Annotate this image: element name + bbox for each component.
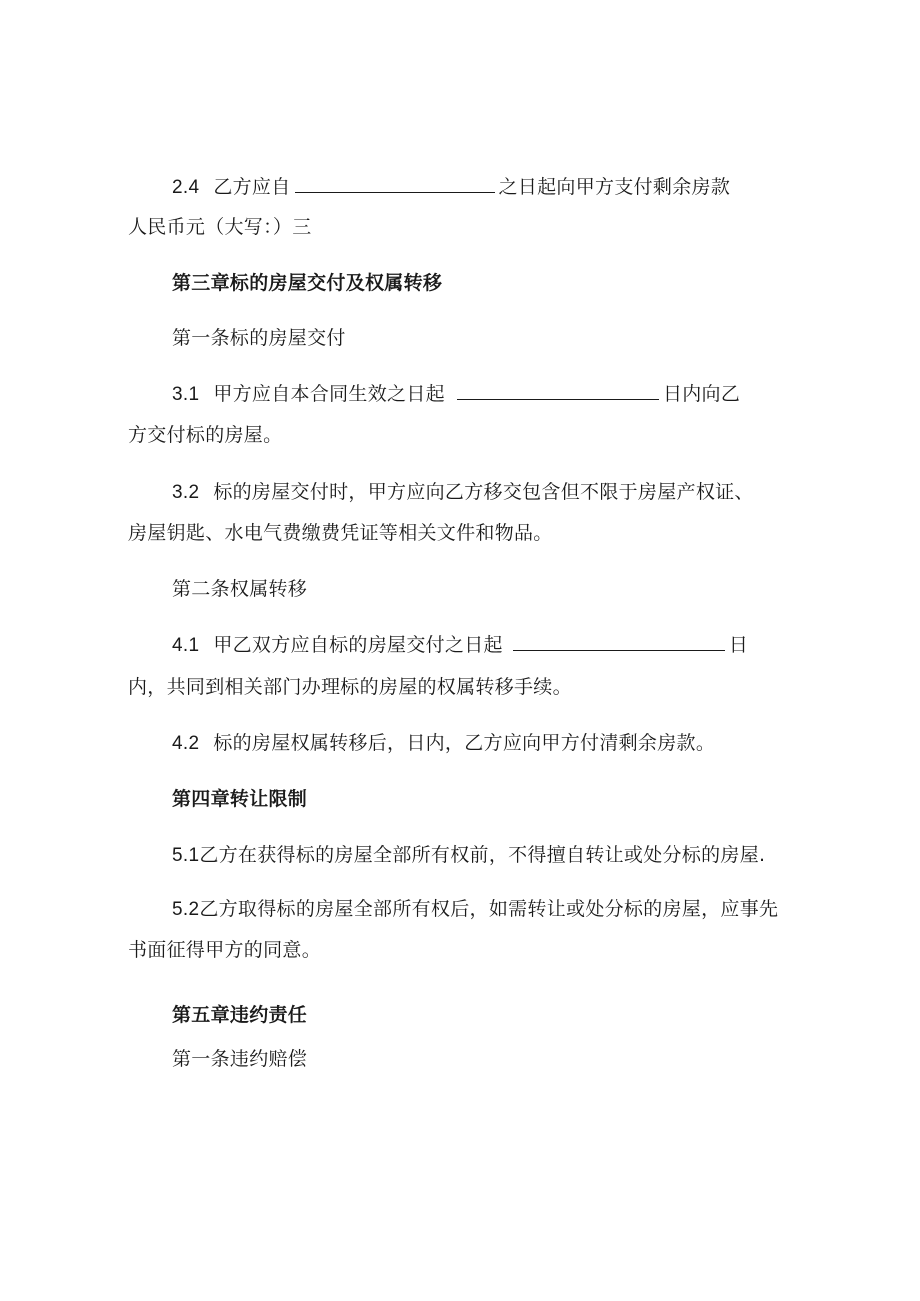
clause-number: 5.2 [172,899,200,920]
fill-blank[interactable] [457,381,659,400]
clause-text: 乙方在获得标的房屋全部所有权前，不得擅自转让或处分标的房屋. [199,844,766,866]
clause-4-2 [172,730,715,757]
clause-text: 之日起向甲方支付剩余房款 [498,176,731,198]
clause-3-1 [172,381,740,408]
fill-blank[interactable] [513,632,725,651]
clause-text: 甲方应自本合同生效之日起 [213,383,445,405]
clause-text: 日内向乙 [662,383,741,405]
clause-5-2-continued: 书面征得甲方的同意。 [128,939,322,961]
clause-3-1-continued: 方交付标的房屋。 [128,424,283,446]
chapter-4-heading: 第四章转让限制 [172,788,308,810]
clause-text: 乙方取得标的房屋全部所有权后，如需转让或处分标的房屋，应事先 [199,898,779,920]
fill-blank[interactable] [295,174,495,193]
clause-4-1 [172,632,748,659]
clause-5-2 [172,896,778,923]
liability-article-heading: 第一条违约赔偿 [172,1048,308,1070]
clause-2-4 [172,174,730,201]
clause-number: 4.1 [172,635,200,656]
clause-text: 甲乙双方应自标的房屋交付之日起 [213,634,503,656]
clause-4-1-continued: 内，共同到相关部门办理标的房屋的权属转移手续。 [128,676,572,698]
clause-text: 标的房屋权属转移后，日内，乙方应向甲方付清剩余房款。 [213,732,716,754]
clause-text: 标的房屋交付时，甲方应向乙方移交包含但不限于房屋产权证、 [213,481,754,503]
chapter-3-heading: 第三章标的房屋交付及权属转移 [172,272,443,294]
clause-number: 2.4 [172,177,200,198]
clause-number: 3.1 [172,384,200,405]
clause-number: 4.2 [172,733,200,754]
clause-number: 5.1 [172,845,200,866]
clause-3-2 [172,479,754,506]
article-2-heading: 第二条权属转移 [172,578,308,600]
clause-text: 乙方应自 [213,176,291,198]
article-1-heading: 第一条标的房屋交付 [172,327,346,349]
clause-5-1 [172,842,765,869]
clause-3-2-continued: 房屋钥匙、水电气费缴费凭证等相关文件和物品。 [128,522,553,544]
clause-number: 3.2 [172,482,200,503]
clause-text: 日 [728,634,749,656]
clause-2-4-continued: 人民币元（大写：）三 [128,216,312,238]
chapter-5-heading: 第五章违约责任 [172,1004,308,1026]
